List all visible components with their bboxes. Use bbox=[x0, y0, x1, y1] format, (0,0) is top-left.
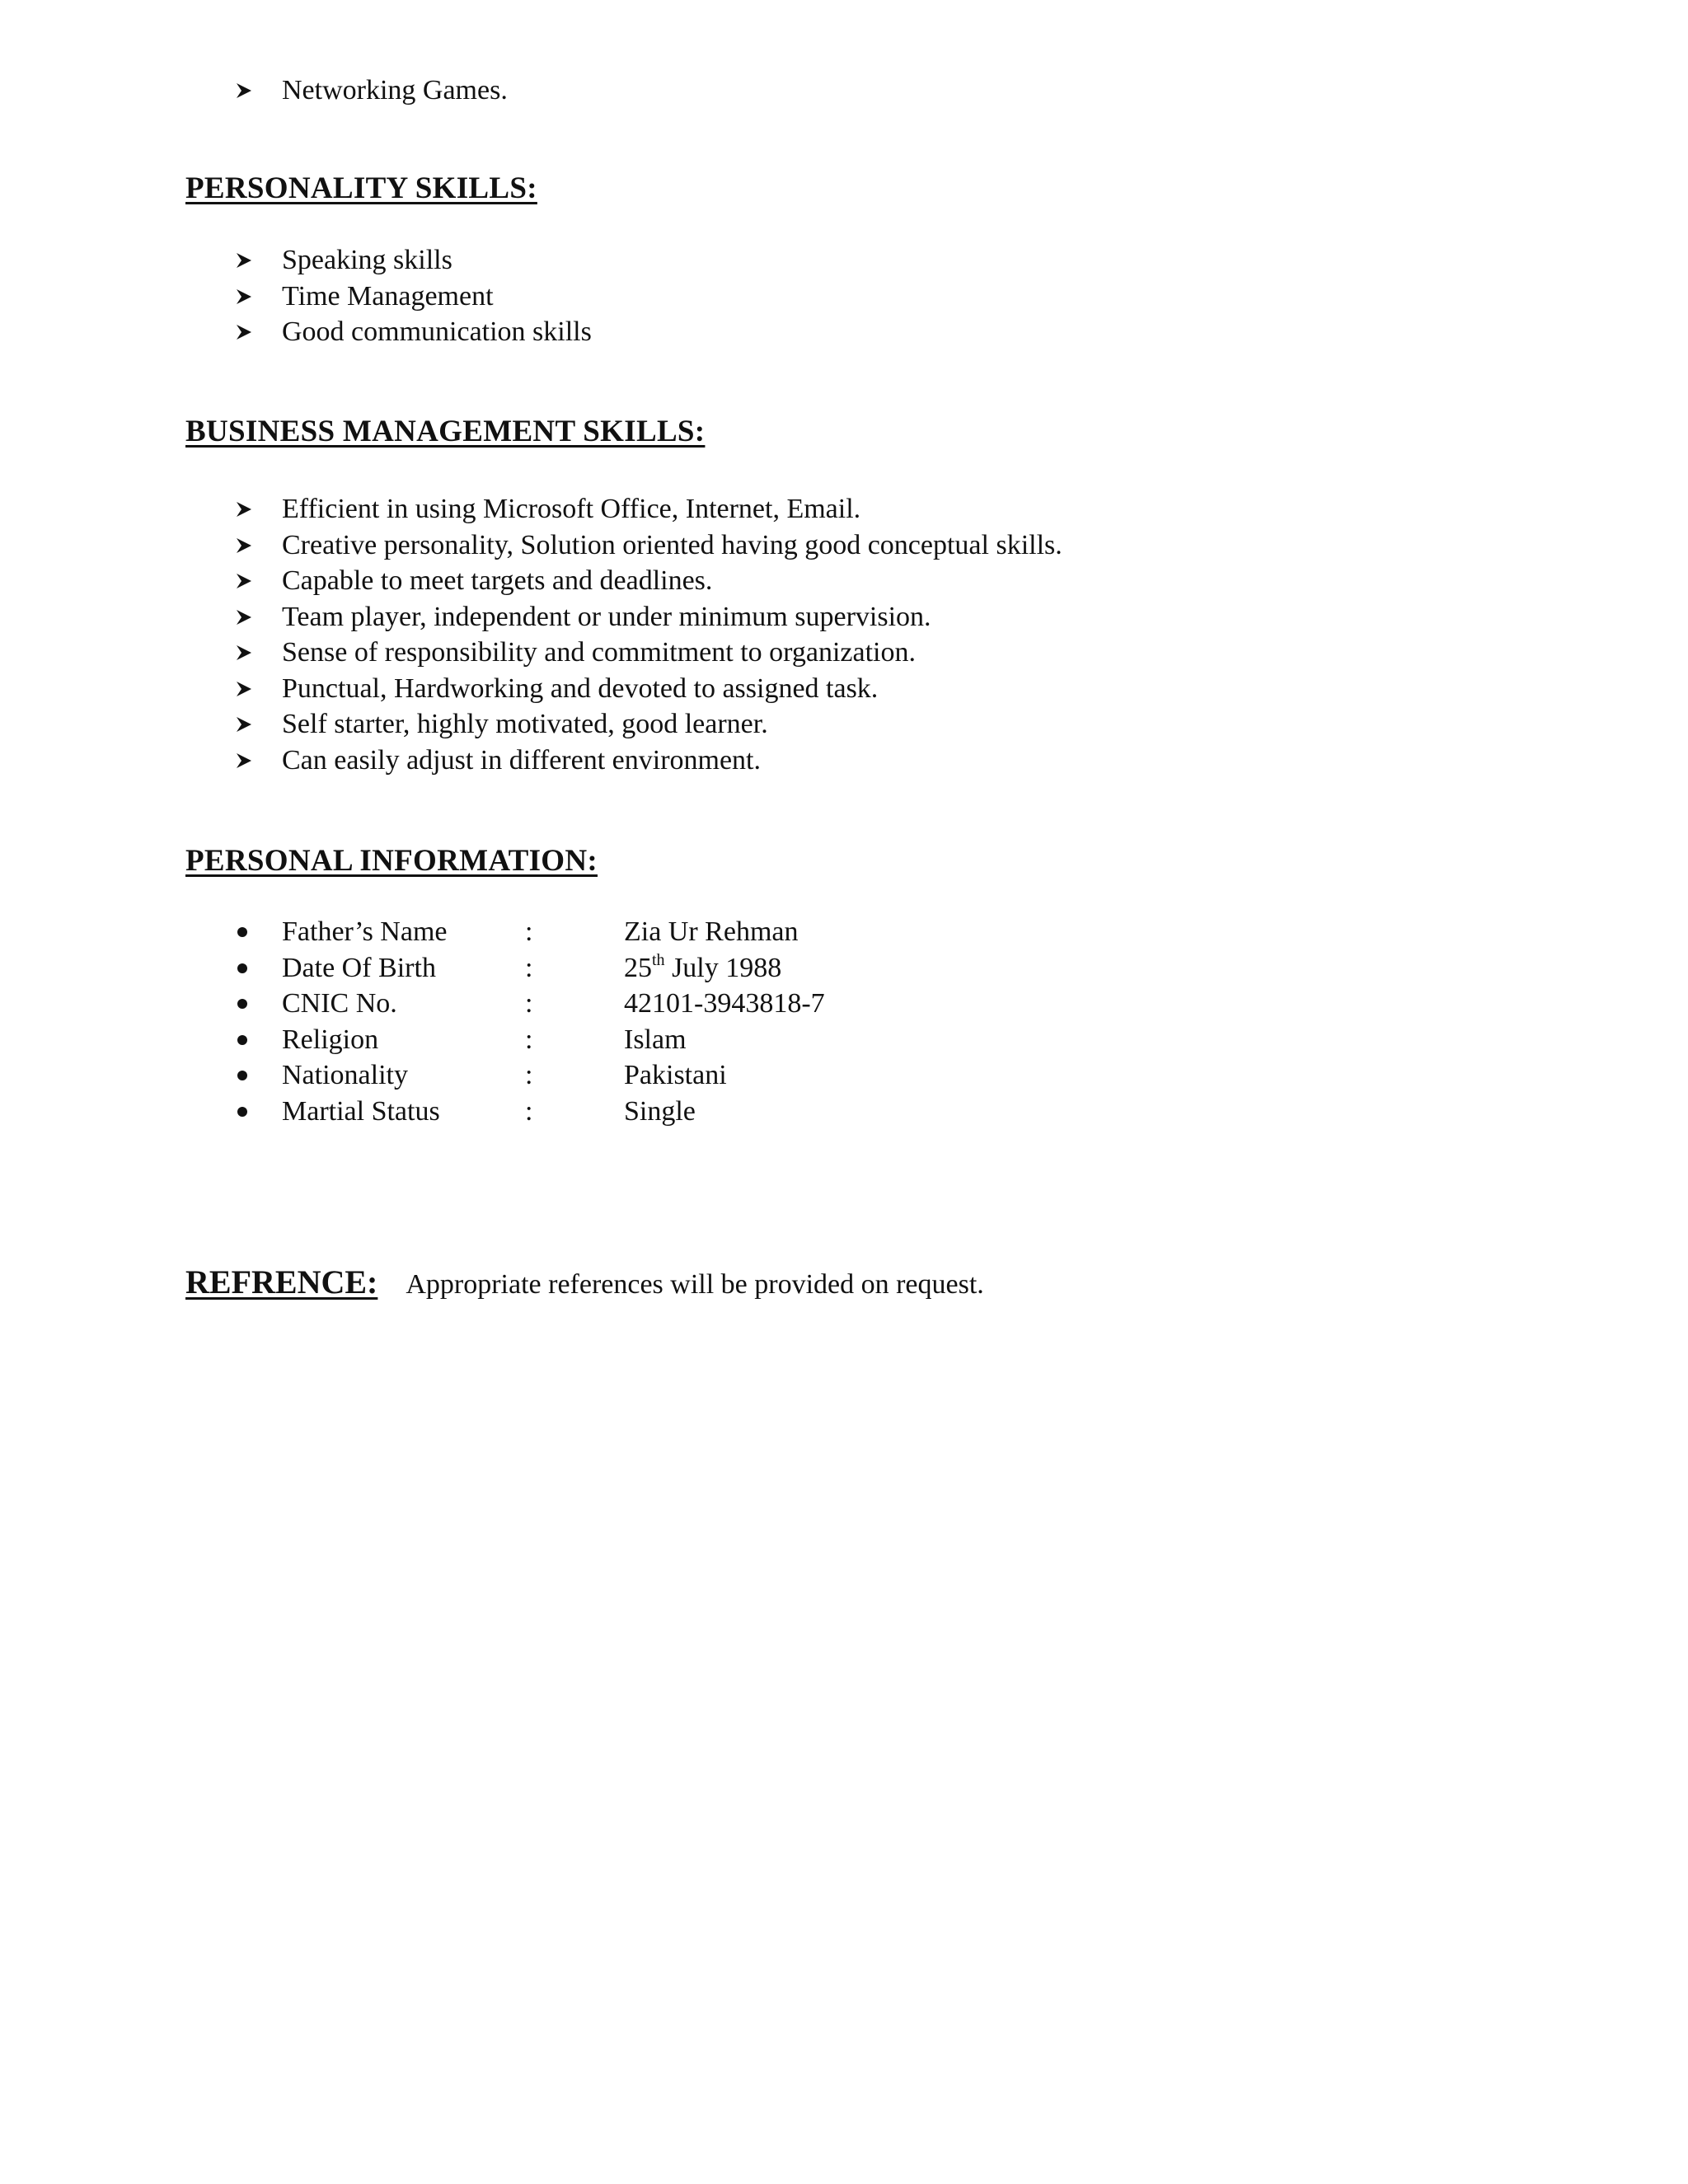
info-row-fathers-name bbox=[235, 914, 825, 950]
info-value-rest: July 1988 bbox=[664, 952, 782, 983]
list-item-text: Efficient in using Microsoft Office, Internet, Email. bbox=[282, 494, 861, 524]
dot-bullet-icon bbox=[237, 963, 247, 973]
reference-text: Appropriate references will be provided on request. bbox=[406, 1269, 984, 1300]
info-value: Islam bbox=[624, 1024, 687, 1055]
arrow-bullet-icon bbox=[235, 644, 253, 662]
info-separator: : bbox=[525, 1024, 533, 1055]
info-label: Martial Status bbox=[282, 1095, 440, 1127]
list-item bbox=[235, 279, 592, 315]
dot-bullet-icon bbox=[237, 999, 247, 1009]
arrow-bullet-icon bbox=[235, 608, 253, 626]
arrow-bullet-icon bbox=[235, 500, 253, 518]
list-item bbox=[235, 527, 1062, 564]
personality-skills-list bbox=[235, 242, 592, 350]
info-separator: : bbox=[525, 1060, 533, 1090]
list-item bbox=[235, 491, 1062, 527]
arrow-bullet-icon bbox=[235, 752, 253, 770]
info-separator: : bbox=[525, 988, 533, 1019]
info-value: Zia Ur Rehman bbox=[624, 916, 799, 947]
arrow-bullet-icon bbox=[235, 537, 253, 555]
info-label: Father’s Name bbox=[282, 916, 448, 947]
arrow-bullet-icon bbox=[235, 715, 253, 733]
list-item bbox=[235, 242, 592, 279]
list-item bbox=[235, 314, 592, 350]
list-item-text: Sense of responsibility and commitment to organization. bbox=[282, 637, 916, 668]
info-separator: : bbox=[525, 916, 533, 947]
list-item-text: Speaking skills bbox=[282, 245, 452, 275]
arrow-bullet-icon bbox=[235, 572, 253, 590]
arrow-bullet-icon bbox=[235, 323, 253, 341]
list-item bbox=[235, 743, 1062, 779]
info-row-cnic bbox=[235, 986, 825, 1022]
info-label: Date Of Birth bbox=[282, 952, 436, 983]
list-item bbox=[235, 563, 1062, 599]
list-item bbox=[235, 635, 1062, 671]
arrow-bullet-icon bbox=[235, 82, 253, 100]
info-separator: : bbox=[525, 952, 533, 983]
info-label: CNIC No. bbox=[282, 988, 397, 1019]
list-item-text: Capable to meet targets and deadlines. bbox=[282, 565, 713, 596]
list-item-text: Time Management bbox=[282, 280, 494, 312]
list-item bbox=[235, 671, 1062, 707]
reference-heading: REFRENCE: bbox=[185, 1263, 378, 1301]
arrow-bullet-icon bbox=[235, 288, 253, 306]
info-value: Single bbox=[624, 1095, 696, 1127]
dot-bullet-icon bbox=[237, 1035, 247, 1045]
arrow-bullet-icon bbox=[235, 251, 253, 269]
info-row-religion bbox=[235, 1022, 825, 1058]
info-row-nationality bbox=[235, 1057, 825, 1094]
list-item bbox=[235, 73, 508, 109]
list-item bbox=[235, 599, 1062, 635]
info-value: 42101-3943818-7 bbox=[624, 988, 825, 1019]
arrow-bullet-icon bbox=[235, 680, 253, 698]
business-skills-list bbox=[235, 491, 1062, 778]
list-item-text: Punctual, Hardworking and devoted to assigned task. bbox=[282, 673, 879, 704]
info-value bbox=[624, 950, 782, 983]
info-label: Nationality bbox=[282, 1060, 408, 1090]
list-item-text: Self starter, highly motivated, good learner. bbox=[282, 709, 768, 739]
dot-bullet-icon bbox=[237, 927, 247, 937]
list-item-text: Can easily adjust in different environment. bbox=[282, 744, 762, 776]
info-value-ordinal: th bbox=[652, 950, 665, 969]
info-value-day: 25 bbox=[624, 952, 652, 983]
reference-section bbox=[185, 1263, 984, 1301]
list-item bbox=[235, 706, 1062, 743]
list-item-text: Good communication skills bbox=[282, 316, 592, 347]
continued-skill-list bbox=[235, 73, 508, 109]
info-separator: : bbox=[525, 1095, 533, 1127]
personal-information-list bbox=[235, 914, 825, 1129]
dot-bullet-icon bbox=[237, 1071, 247, 1080]
personal-information-heading: PERSONAL INFORMATION: bbox=[185, 844, 598, 878]
info-label: Religion bbox=[282, 1024, 379, 1055]
list-item-text: Networking Games. bbox=[282, 75, 508, 105]
info-row-marital-status bbox=[235, 1094, 825, 1130]
business-skills-heading: BUSINESS MANAGEMENT SKILLS: bbox=[185, 415, 706, 448]
list-item-text: Team player, independent or under minimum supervision. bbox=[282, 601, 931, 632]
dot-bullet-icon bbox=[237, 1107, 247, 1117]
list-item-text: Creative personality, Solution oriented having good conceptual skills. bbox=[282, 529, 1062, 560]
info-row-date-of-birth bbox=[235, 950, 825, 987]
info-value: Pakistani bbox=[624, 1060, 727, 1090]
personality-skills-heading: PERSONALITY SKILLS: bbox=[185, 171, 537, 205]
